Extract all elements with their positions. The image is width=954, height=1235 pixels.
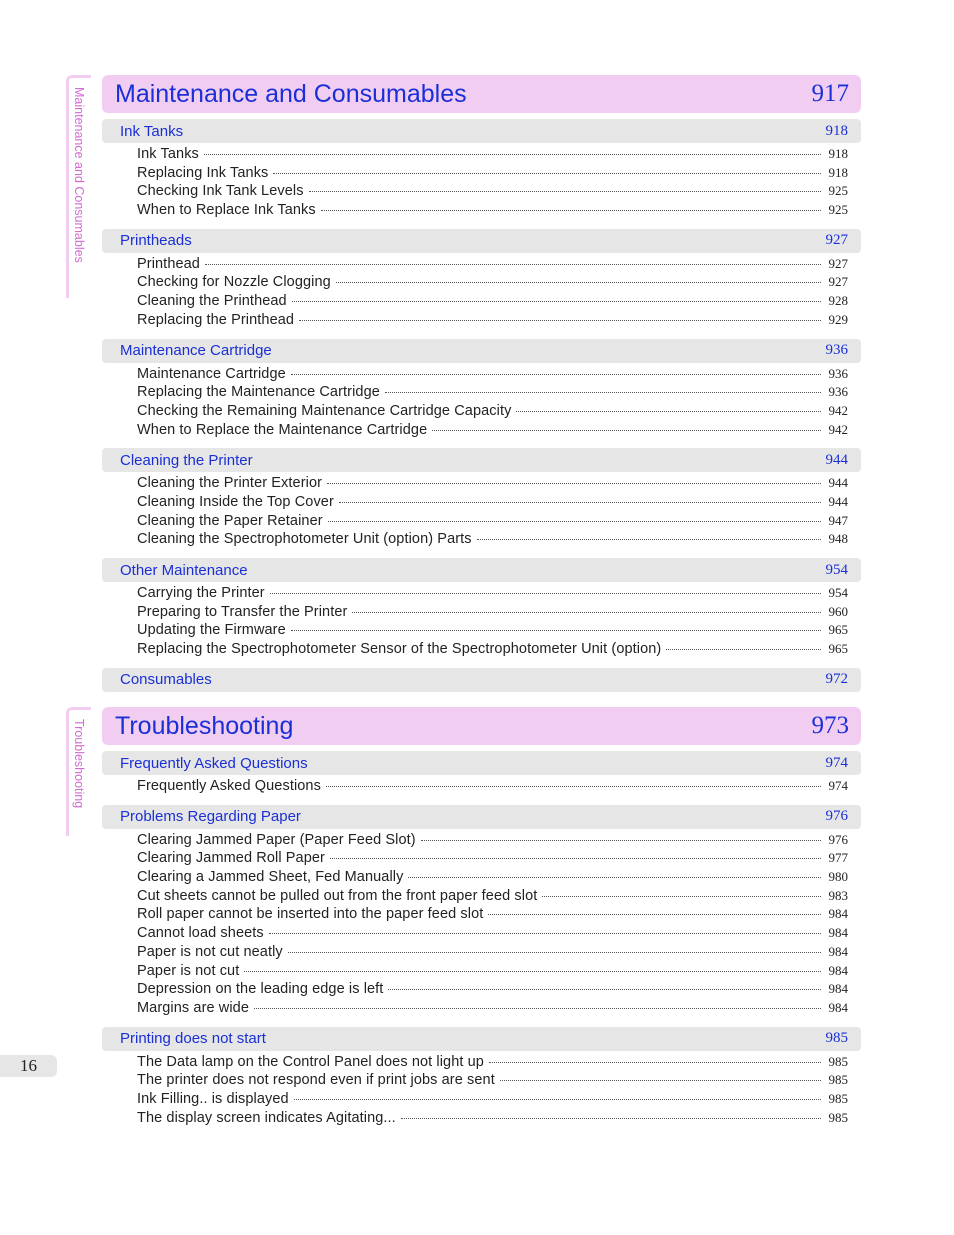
- section-heading[interactable]: [102, 1027, 861, 1051]
- entry-page: 976: [828, 831, 848, 847]
- section-title: Consumables: [120, 671, 212, 689]
- dot-leader: [330, 858, 821, 859]
- entry-page: 925: [828, 202, 848, 218]
- entry-title: Cleaning the Spectrophotometer Unit (option) Parts: [137, 531, 472, 548]
- entry-title: Replacing the Printhead: [137, 311, 295, 328]
- entry-page: 965: [828, 622, 848, 638]
- entry-title: The printer does not respond even if print jobs are sent: [137, 1072, 495, 1089]
- entry-page: 960: [828, 603, 848, 619]
- toc-entry[interactable]: [102, 604, 861, 623]
- entry-page: 977: [828, 850, 848, 866]
- entry-page: 929: [828, 311, 848, 327]
- entry-list: [102, 472, 861, 552]
- chapter-troubleshooting: [102, 707, 861, 1130]
- entry-list: [102, 1051, 861, 1131]
- dot-leader: [432, 430, 821, 431]
- toc-entry[interactable]: [102, 513, 861, 532]
- dot-leader: [500, 1080, 821, 1081]
- toc-section: [102, 229, 861, 333]
- dot-leader: [666, 649, 821, 650]
- chapter-sections: [102, 751, 861, 1130]
- toc-entry[interactable]: [102, 925, 861, 944]
- toc-entry[interactable]: [102, 403, 861, 422]
- entry-list: [102, 582, 861, 662]
- dot-leader: [291, 374, 821, 375]
- entry-title: When to Replace Ink Tanks: [137, 202, 316, 219]
- toc-entry[interactable]: [102, 888, 861, 907]
- entry-title: The display screen indicates Agitating...: [137, 1109, 396, 1126]
- dot-leader: [516, 411, 821, 412]
- chapter-page: 973: [811, 712, 849, 739]
- dot-leader: [408, 877, 821, 878]
- toc-entry[interactable]: [102, 384, 861, 403]
- entry-page: 984: [828, 925, 848, 941]
- dot-leader: [352, 612, 821, 613]
- toc-entry[interactable]: [102, 146, 861, 165]
- entry-title: Preparing to Transfer the Printer: [137, 603, 348, 620]
- dot-leader: [269, 933, 821, 934]
- section-title: Frequently Asked Questions: [120, 754, 308, 772]
- section-page: 974: [825, 754, 848, 771]
- entry-page: 984: [828, 981, 848, 997]
- entry-title: Depression on the leading edge is left: [137, 981, 384, 998]
- entry-title: The Data lamp on the Control Panel does not light up: [137, 1053, 484, 1070]
- section-heading[interactable]: [102, 805, 861, 829]
- toc-entry[interactable]: [102, 832, 861, 851]
- toc-entry[interactable]: [102, 366, 861, 385]
- section-page: 972: [825, 671, 848, 688]
- section-title: Ink Tanks: [120, 122, 184, 140]
- entry-title: Maintenance Cartridge: [137, 365, 286, 382]
- toc-entry[interactable]: [102, 622, 861, 641]
- section-page: 954: [825, 561, 848, 578]
- dot-leader: [326, 786, 821, 787]
- entry-page: 984: [828, 906, 848, 922]
- dot-leader: [327, 483, 821, 484]
- toc-entry[interactable]: [102, 869, 861, 888]
- dot-leader: [292, 301, 821, 302]
- entry-title: Checking for Nozzle Clogging: [137, 274, 331, 291]
- entry-page: 985: [828, 1090, 848, 1106]
- dot-leader: [294, 1099, 821, 1100]
- entry-title: Clearing Jammed Paper (Paper Feed Slot): [137, 831, 416, 848]
- toc-entry[interactable]: [102, 165, 861, 184]
- entry-title: Checking the Remaining Maintenance Cartridge Capacity: [137, 402, 512, 419]
- toc-entry[interactable]: [102, 494, 861, 513]
- entry-page: 985: [828, 1109, 848, 1125]
- chapter-maintenance: [102, 75, 861, 692]
- dot-leader: [421, 840, 821, 841]
- toc-entry[interactable]: [102, 1000, 861, 1019]
- page-number: 16: [0, 1055, 57, 1077]
- entry-page: 936: [828, 384, 848, 400]
- entry-page: 944: [828, 475, 848, 491]
- section-page: 918: [825, 122, 848, 139]
- section-title: Printheads: [120, 232, 192, 250]
- toc-entry[interactable]: [102, 256, 861, 275]
- dot-leader: [401, 1118, 821, 1119]
- entry-title: Cannot load sheets: [137, 925, 264, 942]
- entry-page: 965: [828, 641, 848, 657]
- entry-title: Ink Filling.. is displayed: [137, 1090, 289, 1107]
- entry-title: Ink Tanks: [137, 146, 199, 162]
- section-page: 936: [825, 342, 848, 358]
- chapter-page: 917: [811, 80, 849, 107]
- entry-page: 947: [828, 512, 848, 528]
- dot-leader: [336, 282, 821, 283]
- toc-entry[interactable]: [102, 778, 861, 797]
- chapter-sections: [102, 119, 861, 692]
- section-heading[interactable]: [102, 558, 861, 582]
- toc-entry[interactable]: [102, 293, 861, 312]
- toc-entry[interactable]: [102, 183, 861, 202]
- section-page: 985: [825, 1030, 848, 1047]
- entry-title: Paper is not cut neatly: [137, 943, 283, 960]
- dot-leader: [339, 502, 821, 503]
- dot-leader: [309, 191, 821, 192]
- entry-list: [102, 253, 861, 333]
- toc-entry[interactable]: [102, 1072, 861, 1091]
- section-heading[interactable]: [102, 339, 861, 363]
- entry-page: 980: [828, 869, 848, 885]
- dot-leader: [288, 952, 821, 953]
- toc-section: [102, 339, 861, 443]
- toc-entry[interactable]: [102, 944, 861, 963]
- entry-page: 984: [828, 999, 848, 1015]
- toc-entry[interactable]: [102, 531, 861, 550]
- entry-title: Replacing the Spectrophotometer Sensor of the Spectrophotometer Unit (option): [137, 641, 662, 658]
- entry-title: Replacing the Maintenance Cartridge: [137, 384, 380, 401]
- entry-title: Cleaning the Printhead: [137, 293, 287, 310]
- toc-entry[interactable]: [102, 850, 861, 869]
- section-title: Cleaning the Printer: [120, 451, 253, 469]
- entry-list: [102, 829, 861, 1021]
- dot-leader: [489, 1062, 821, 1063]
- entry-page: 942: [828, 402, 848, 418]
- dot-leader: [270, 593, 821, 594]
- entry-page: 925: [828, 183, 848, 199]
- section-title: Maintenance Cartridge: [120, 342, 272, 359]
- entry-page: 927: [828, 274, 848, 290]
- dot-leader: [488, 914, 821, 915]
- entry-title: Frequently Asked Questions: [137, 778, 321, 794]
- section-title: Printing does not start: [120, 1030, 266, 1048]
- dot-leader: [273, 173, 821, 174]
- dot-leader: [542, 896, 821, 897]
- side-tab-label: Troubleshooting: [72, 719, 86, 809]
- toc-section: [102, 1027, 861, 1131]
- toc-entry[interactable]: [102, 202, 861, 221]
- dot-leader: [328, 521, 821, 522]
- toc-section: [102, 119, 861, 223]
- toc-section: [102, 805, 861, 1021]
- section-heading[interactable]: [102, 751, 861, 775]
- entry-title: Clearing a Jammed Sheet, Fed Manually: [137, 869, 404, 886]
- toc-entry[interactable]: [102, 963, 861, 982]
- toc-entry[interactable]: [102, 1054, 861, 1073]
- section-page: 976: [825, 808, 848, 825]
- entry-title: Cut sheets cannot be pulled out from the front paper feed slot: [137, 887, 538, 904]
- dot-leader: [388, 989, 821, 990]
- side-tab-label: Maintenance and Consumables: [72, 87, 86, 263]
- dot-leader: [205, 264, 821, 265]
- toc-section: [102, 558, 861, 662]
- dot-leader: [299, 320, 821, 321]
- entry-title: Checking Ink Tank Levels: [137, 183, 304, 200]
- section-page: 944: [825, 451, 848, 468]
- entry-page: 954: [828, 585, 848, 600]
- dot-leader: [385, 392, 821, 393]
- chapter-heading[interactable]: [102, 707, 861, 745]
- entry-page: 928: [828, 293, 848, 309]
- entry-page: 974: [828, 778, 848, 793]
- chapter-heading[interactable]: [102, 75, 861, 113]
- entry-title: Carrying the Printer: [137, 585, 265, 601]
- entry-page: 942: [828, 421, 848, 437]
- toc-entry[interactable]: [102, 274, 861, 293]
- section-heading[interactable]: [102, 448, 861, 472]
- entry-title: Margins are wide: [137, 999, 250, 1016]
- entry-page: 985: [828, 1072, 848, 1088]
- toc-entry[interactable]: [102, 641, 861, 660]
- entry-title: Cleaning the Paper Retainer: [137, 512, 323, 529]
- entry-page: 983: [828, 887, 848, 903]
- entry-title: Cleaning the Printer Exterior: [137, 475, 323, 492]
- toc-entry[interactable]: [102, 1110, 861, 1129]
- dot-leader: [321, 210, 821, 211]
- entry-list: [102, 143, 861, 223]
- toc-entry[interactable]: [102, 585, 861, 604]
- toc-entry[interactable]: [102, 475, 861, 494]
- entry-page: 936: [828, 365, 848, 381]
- section-heading[interactable]: [102, 119, 861, 143]
- entry-title: Replacing Ink Tanks: [137, 164, 269, 181]
- entry-title: Updating the Firmware: [137, 622, 286, 639]
- section-title: Other Maintenance: [120, 561, 248, 579]
- dot-leader: [477, 539, 821, 540]
- toc-entry[interactable]: [102, 1091, 861, 1110]
- toc-section: [102, 448, 861, 552]
- chapter-title: Troubleshooting: [115, 711, 294, 740]
- section-heading[interactable]: [102, 668, 861, 692]
- dot-leader: [204, 154, 821, 155]
- entry-page: 927: [828, 255, 848, 271]
- entry-page: 984: [828, 943, 848, 959]
- entry-page: 985: [828, 1053, 848, 1069]
- entry-title: Cleaning Inside the Top Cover: [137, 493, 334, 510]
- entry-page: 944: [828, 493, 848, 509]
- dot-leader: [254, 1008, 821, 1009]
- dot-leader: [291, 630, 821, 631]
- entry-title: Clearing Jammed Roll Paper: [137, 850, 325, 867]
- entry-page: 918: [828, 164, 848, 180]
- dot-leader: [244, 971, 821, 972]
- entry-title: Printhead: [137, 255, 200, 272]
- toc-entry[interactable]: [102, 981, 861, 1000]
- entry-page: 948: [828, 531, 848, 547]
- toc-section: [102, 668, 861, 692]
- entry-title: When to Replace the Maintenance Cartridge: [137, 421, 428, 438]
- toc-entry[interactable]: [102, 422, 861, 441]
- toc-section: [102, 751, 861, 799]
- entry-list: [102, 775, 861, 799]
- entry-page: 918: [828, 146, 848, 161]
- toc-entry[interactable]: [102, 906, 861, 925]
- section-page: 927: [825, 232, 848, 249]
- chapter-title: Maintenance and Consumables: [115, 79, 467, 108]
- entry-page: 984: [828, 962, 848, 978]
- section-title: Problems Regarding Paper: [120, 808, 301, 826]
- toc-entry[interactable]: [102, 312, 861, 331]
- entry-list: [102, 363, 861, 443]
- entry-title: Roll paper cannot be inserted into the paper feed slot: [137, 906, 484, 923]
- section-heading[interactable]: [102, 229, 861, 253]
- entry-title: Paper is not cut: [137, 962, 240, 979]
